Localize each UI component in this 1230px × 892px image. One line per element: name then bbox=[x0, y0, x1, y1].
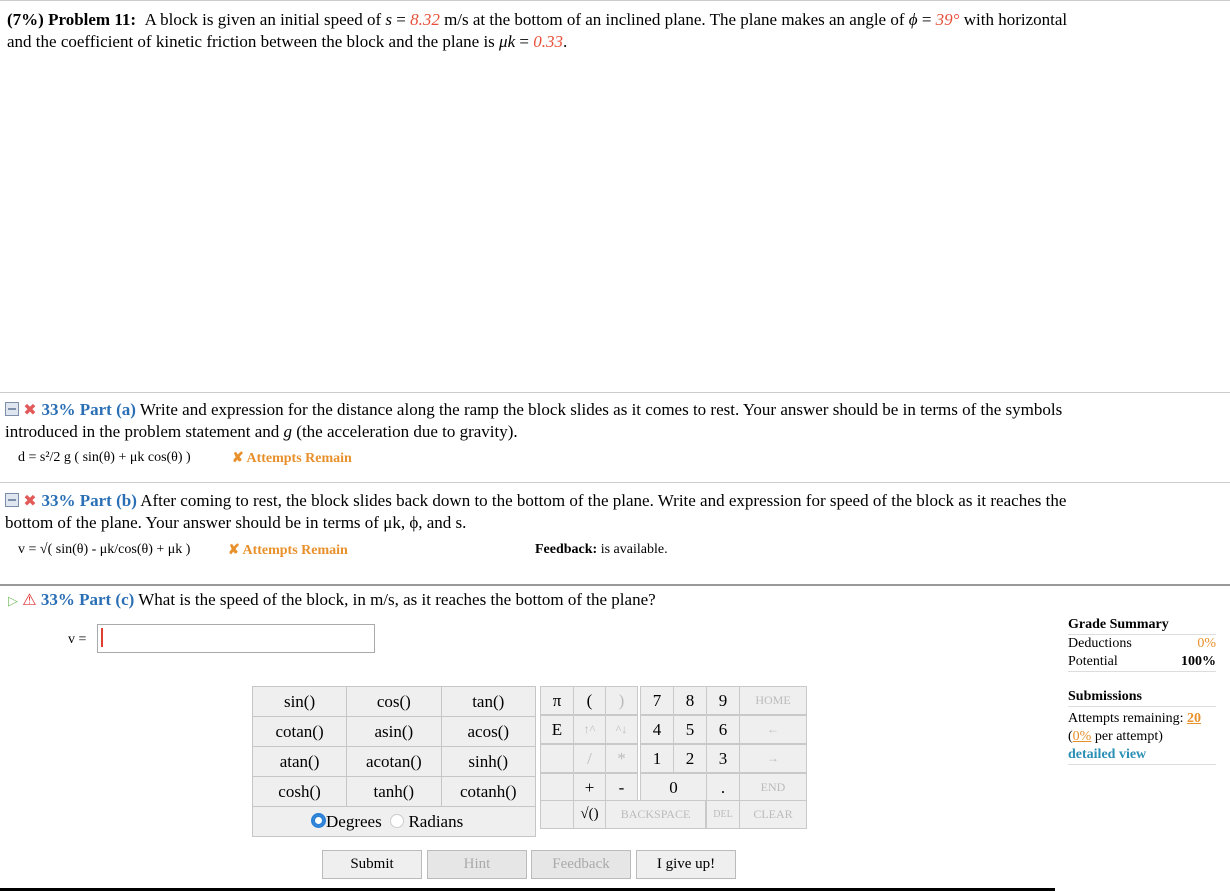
angle-value: 39° bbox=[935, 10, 960, 29]
del-key[interactable]: DEL bbox=[706, 800, 740, 829]
feedback-text[interactable]: is available. bbox=[600, 542, 668, 557]
top-rule bbox=[0, 0, 1230, 1]
feedback-button[interactable]: Feedback bbox=[531, 850, 631, 879]
problem-weight: (7%) bbox=[7, 10, 44, 29]
part-a-question bbox=[5, 399, 1227, 443]
up-key[interactable]: ↑^ bbox=[573, 715, 606, 744]
problem-statement: (7%) Problem 11: A block is given an initial speed of s = 8.32 m/s at the bottom of an inclined plane. The plane makes an angle of ϕ = 39° with horizontal and the coefficient of kinetic friction between the block and the plane is μk = 0.33. bbox=[7, 10, 1068, 51]
deductions-value: 0% bbox=[1197, 636, 1216, 651]
part-c-rule bbox=[0, 584, 1230, 586]
open-paren-key[interactable]: ( bbox=[573, 686, 606, 715]
part-b-question bbox=[5, 490, 1227, 534]
hint-button[interactable]: Hint bbox=[427, 850, 527, 879]
pi-key[interactable]: π bbox=[540, 686, 574, 715]
phi-symbol: ϕ bbox=[908, 10, 918, 29]
deductions-row bbox=[1068, 635, 1216, 653]
problem-text-b: m/s at the bottom of an inclined plane. The plane makes an angle of bbox=[444, 10, 905, 29]
problem-text-d: and the coefficient of kinetic friction between the block and the plane is bbox=[7, 32, 495, 51]
five-key[interactable]: 5 bbox=[673, 715, 707, 744]
problem-text-a: A block is given an initial speed of bbox=[144, 10, 382, 29]
angle-mode-row bbox=[253, 807, 536, 837]
part-a-text-2: introduced in the problem statement and bbox=[5, 422, 280, 441]
radians-label: Radians bbox=[408, 811, 464, 831]
blank-key bbox=[540, 744, 574, 773]
six-key[interactable]: 6 bbox=[706, 715, 740, 744]
give-up-button[interactable]: I give up! bbox=[636, 850, 736, 879]
detailed-view-link[interactable]: detailed view bbox=[1068, 746, 1216, 765]
four-key[interactable]: 4 bbox=[640, 715, 674, 744]
function-table bbox=[252, 686, 536, 837]
potential-row bbox=[1068, 653, 1216, 672]
backspace-key[interactable]: BACKSPACE bbox=[605, 800, 706, 829]
potential-label: Potential bbox=[1068, 654, 1118, 669]
per-attempt-row bbox=[1068, 728, 1216, 746]
part-b-text-1: After coming to rest, the block slides back down to the bottom of the plane. Write and expression for speed of the block as it reaches the bbox=[140, 491, 1067, 510]
answer-input[interactable] bbox=[97, 624, 375, 653]
speed-value: 8.32 bbox=[410, 10, 440, 29]
one-key[interactable]: 1 bbox=[640, 744, 674, 773]
down-key[interactable]: ^↓ bbox=[605, 715, 638, 744]
left-arrow-key[interactable]: ← bbox=[739, 715, 807, 744]
part-b-percent: 33% bbox=[41, 491, 76, 510]
part-c-percent: 33% bbox=[40, 590, 75, 609]
part-a-status: ✘ Attempts Remain bbox=[232, 451, 352, 466]
attempts-row bbox=[1068, 710, 1216, 728]
input-label: v = bbox=[68, 632, 87, 647]
part-c-question bbox=[8, 589, 1208, 612]
cos-button[interactable]: cos() bbox=[347, 687, 441, 717]
per-attempt-value: 0% bbox=[1072, 729, 1092, 744]
degrees-label: Degrees bbox=[326, 811, 382, 831]
divide-key[interactable]: / bbox=[573, 744, 606, 773]
part-b-answer: v = √( sin(θ) - μk/cos(θ) + μk ) bbox=[18, 542, 191, 557]
multiply-key[interactable]: * bbox=[605, 744, 638, 773]
play-icon[interactable]: ▷ bbox=[8, 593, 18, 608]
per-attempt-text: per attempt) bbox=[1094, 729, 1163, 744]
submit-button[interactable]: Submit bbox=[322, 850, 422, 879]
bottom-rule bbox=[0, 888, 1055, 891]
seven-key[interactable]: 7 bbox=[640, 686, 674, 715]
zero-key[interactable]: 0 bbox=[640, 773, 707, 802]
attempts-value: 20 bbox=[1186, 711, 1201, 726]
part-a-answer: d = s²/2 g ( sin(θ) + μk cos(θ) ) bbox=[18, 450, 191, 465]
feedback-label: Feedback: bbox=[535, 542, 598, 557]
blank-key bbox=[540, 800, 574, 829]
problem-label: Problem 11: bbox=[48, 10, 137, 29]
tan-button[interactable]: tan() bbox=[441, 687, 535, 717]
period: . bbox=[562, 32, 568, 51]
part-a-text-3: (the acceleration due to gravity). bbox=[296, 422, 518, 441]
mu-value: 0.33 bbox=[533, 32, 563, 51]
sin-button[interactable]: sin() bbox=[253, 687, 347, 717]
acotan-button[interactable]: acotan() bbox=[347, 747, 441, 777]
eq-sign: = bbox=[396, 10, 406, 29]
e-key[interactable]: E bbox=[540, 715, 574, 744]
clear-key[interactable]: CLEAR bbox=[739, 800, 807, 829]
part-a-rule bbox=[0, 392, 1230, 393]
cotan-button[interactable]: cotan() bbox=[253, 717, 347, 747]
collapse-icon[interactable] bbox=[5, 493, 19, 507]
blank-key bbox=[540, 773, 574, 802]
end-key[interactable]: END bbox=[739, 773, 807, 802]
part-c-title: Part (c) bbox=[79, 590, 135, 609]
part-b-status: ✘ Attempts Remain bbox=[228, 543, 348, 558]
tanh-button[interactable]: tanh() bbox=[347, 777, 441, 807]
acos-button[interactable]: acos() bbox=[441, 717, 535, 747]
per-attempt-open: ( bbox=[1068, 729, 1073, 744]
incorrect-icon: ✖ bbox=[23, 493, 37, 510]
cotanh-button[interactable]: cotanh() bbox=[441, 777, 535, 807]
problem-text-c: with horizontal bbox=[963, 10, 1068, 29]
atan-button[interactable]: atan() bbox=[253, 747, 347, 777]
potential-value: 100% bbox=[1181, 654, 1216, 669]
right-arrow-key[interactable]: → bbox=[739, 744, 807, 773]
part-b-title: Part (b) bbox=[79, 491, 137, 510]
home-key[interactable]: HOME bbox=[739, 686, 807, 715]
part-b-rule bbox=[0, 482, 1230, 483]
deductions-label: Deductions bbox=[1068, 636, 1132, 651]
incorrect-icon: ✖ bbox=[23, 402, 37, 419]
three-key[interactable]: 3 bbox=[706, 744, 740, 773]
s-symbol: s bbox=[385, 10, 392, 29]
dot-key[interactable]: . bbox=[706, 773, 740, 802]
part-a-title: Part (a) bbox=[79, 400, 136, 419]
part-c-text: What is the speed of the block, in m/s, as it reaches the bottom of the plane? bbox=[138, 590, 656, 609]
radians-radio[interactable] bbox=[390, 814, 404, 828]
part-b-feedback bbox=[535, 542, 668, 558]
two-key[interactable]: 2 bbox=[673, 744, 707, 773]
nine-key[interactable]: 9 bbox=[706, 686, 740, 715]
minus-key[interactable]: - bbox=[605, 773, 638, 802]
submissions-title: Submissions bbox=[1068, 688, 1216, 707]
sinh-button[interactable]: sinh() bbox=[441, 747, 535, 777]
close-paren-key[interactable]: ) bbox=[605, 686, 638, 715]
grade-summary-title: Grade Summary bbox=[1068, 616, 1216, 635]
part-a-text-1: Write and expression for the distance along the ramp the block slides as it comes to rest. Your answer should be in terms of the symbols bbox=[139, 400, 1063, 419]
g-symbol: g bbox=[283, 422, 293, 441]
part-b-text-2: bottom of the plane. Your answer should be in terms of μk, ϕ, and s. bbox=[5, 513, 467, 532]
grade-summary bbox=[1068, 616, 1216, 765]
degrees-radio[interactable] bbox=[311, 813, 326, 828]
mu-symbol: μk bbox=[499, 32, 516, 51]
sqrt-key[interactable]: √() bbox=[573, 800, 606, 829]
eight-key[interactable]: 8 bbox=[673, 686, 707, 715]
cosh-button[interactable]: cosh() bbox=[253, 777, 347, 807]
collapse-icon[interactable] bbox=[5, 402, 19, 416]
asin-button[interactable]: asin() bbox=[347, 717, 441, 747]
warning-icon: ⚠ bbox=[22, 592, 37, 609]
attempts-label: Attempts remaining: bbox=[1068, 711, 1184, 726]
plus-key[interactable]: + bbox=[573, 773, 606, 802]
text-cursor bbox=[101, 628, 103, 647]
part-a-percent: 33% bbox=[41, 400, 76, 419]
